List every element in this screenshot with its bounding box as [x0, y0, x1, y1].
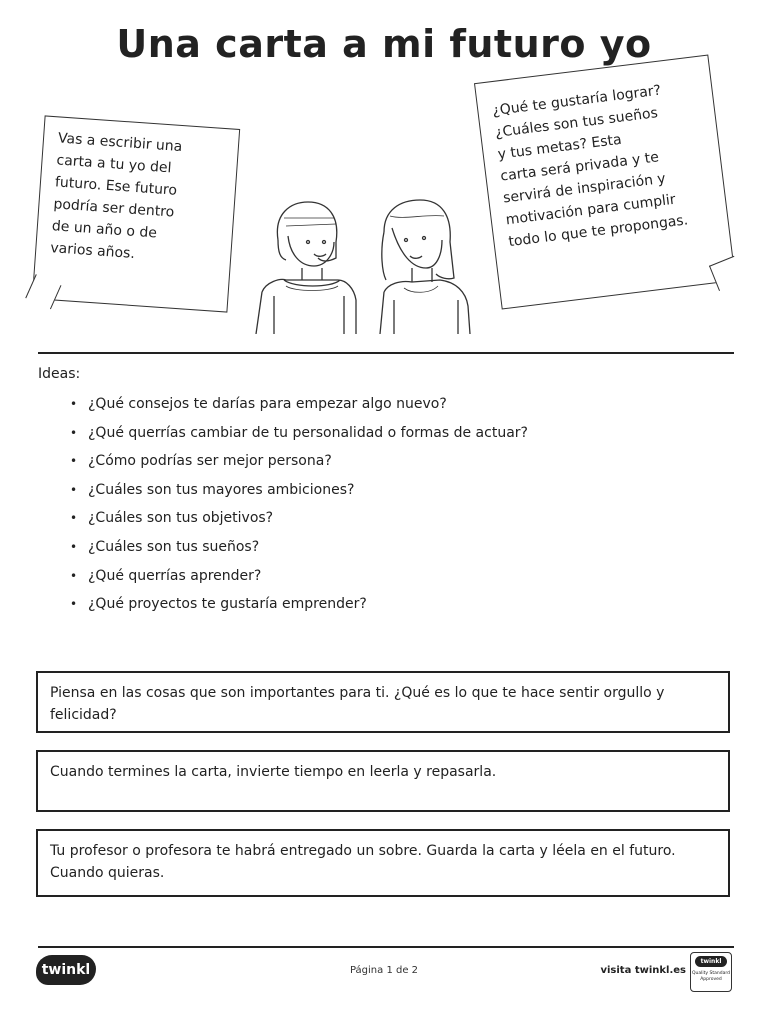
page-number: Página 1 de 2: [349, 965, 419, 976]
section-divider: [38, 352, 734, 354]
quality-badge-icon: [690, 952, 732, 992]
page-curl-icon: [709, 256, 744, 291]
list-item: • ¿Qué proyectos te gustaría emprender?: [70, 593, 528, 622]
tip-box-important: Piensa en las cosas que son importantes para ti. ¿Qué es lo que te hace sentir orgullo y felicidad?: [36, 671, 730, 733]
note-right-text: ¿Qué te gustaría lograr? ¿Cuáles son tus sueños y tus metas? Esta carta será privada y te servirá de inspiración y motivación para cumplir todo lo que te propongas.: [491, 82, 689, 251]
site-link[interactable]: visita twinkl.es: [600, 965, 686, 976]
children-illustration: [244, 196, 488, 334]
sticky-note-left: [32, 115, 240, 312]
page-curl-icon: [25, 274, 61, 309]
list-item: • ¿Cuáles son tus mayores ambiciones?: [70, 479, 528, 508]
twinkl-logo[interactable]: twinkl: [36, 955, 96, 985]
list-item: • ¿Qué querrías aprender?: [70, 565, 528, 594]
page-title: Una carta a mi futuro yo: [116, 22, 652, 66]
list-item: • ¿Qué consejos te darías para empezar algo nuevo?: [70, 393, 528, 422]
tip-box-review: Cuando termines la carta, invierte tiempo en leerla y repasarla.: [36, 750, 730, 812]
badge-text: Quality Standard Approved: [692, 971, 730, 982]
badge-logo: twinkl: [695, 956, 727, 967]
note-left-text: Vas a escribir una carta a tu yo del futuro. Ese futuro podría ser dentro de un año o de varios años.: [49, 130, 183, 262]
ideas-list: [70, 393, 528, 622]
list-item: • ¿Cuáles son tus sueños?: [70, 536, 528, 565]
sticky-note-right: [474, 54, 736, 309]
tip-box-envelope: Tu profesor o profesora te habrá entregado un sobre. Guarda la carta y léela en el futuro. Cuando quieras.: [36, 829, 730, 897]
list-item: • ¿Cuáles son tus objetivos?: [70, 507, 528, 536]
footer-divider: [38, 946, 734, 948]
list-item: • ¿Qué querrías cambiar de tu personalidad o formas de actuar?: [70, 422, 528, 451]
ideas-label: Ideas:: [38, 366, 81, 382]
list-item: • ¿Cómo podrías ser mejor persona?: [70, 450, 528, 479]
